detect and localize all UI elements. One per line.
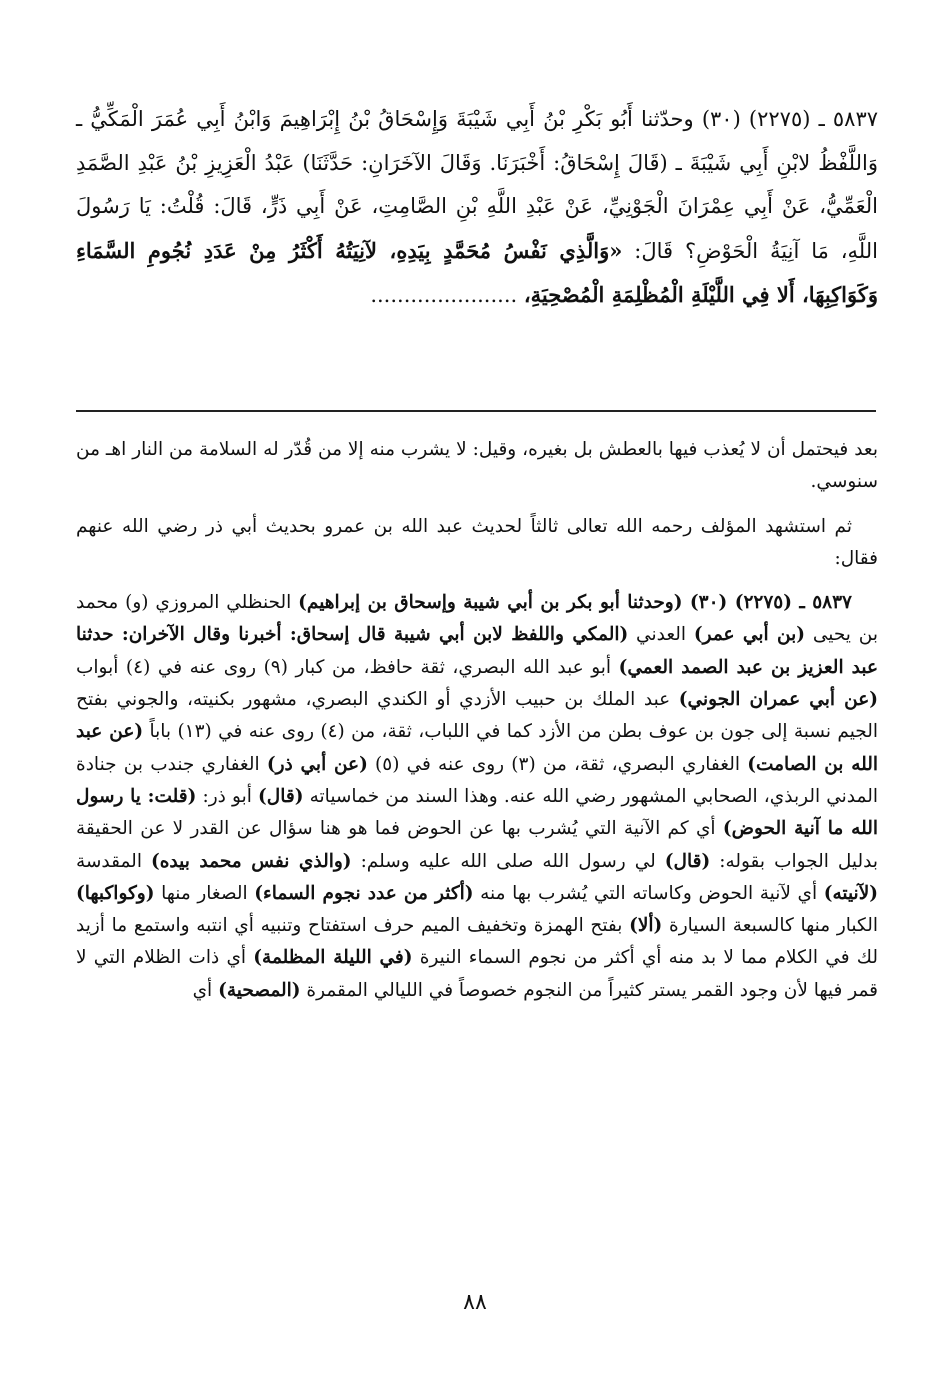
commentary-quote: (المكي واللفظ لابن أبي شيبة قال إسحاق: أخبرنا وقال الآخران: حدثنا عبد العزيز بن عبد الصمد العمي) <box>76 624 879 678</box>
commentary-quote: (عن عبد الله بن الصامت) <box>76 721 879 775</box>
commentary-text: أي لآنية الحوض وكاساته التي يُشرب بها منه <box>473 882 824 904</box>
commentary-text: الحنظلي المروزي (و) محمد بن يحيى <box>76 592 878 646</box>
commentary-paragraph-2: ثم استشهد المؤلف رحمه الله تعالى ثالثاً لحديث عبد الله بن عمرو بحديث أبي ذر رضي الله عنهم فقال: <box>76 515 878 569</box>
hadith-dots: ...................... <box>370 283 518 307</box>
commentary-quote: (لآنيته) <box>823 882 879 904</box>
commentary-quote: (قال) <box>258 785 304 807</box>
commentary-quote: (قال) <box>664 850 711 872</box>
commentary-quote: (المصحية) <box>218 979 301 1001</box>
commentary-text: العدني <box>628 624 694 646</box>
commentary-quote: (وكواكبها) <box>76 882 155 904</box>
commentary-text: لي رسول الله صلى الله عليه وسلم: <box>351 850 665 872</box>
page-number: ٨٨ <box>463 1290 487 1315</box>
footnote-divider <box>76 410 876 412</box>
hadith-text <box>76 98 878 318</box>
commentary-quote: (عن أبي عمران الجوني) <box>678 689 879 711</box>
commentary-quote: (في الليلة المظلمة) <box>253 947 413 969</box>
commentary-text: أبو ذر: <box>196 785 259 807</box>
commentary-quote: (ألا) <box>629 915 663 937</box>
isnad-heading: ٥٨٣٧ ـ (٢٢٧٥) (٣٠) (وحدثنا أبو بكر بن أبي شيبة وإسحاق بن إبراهيم) <box>298 592 852 614</box>
commentary-text: بفتح الهمزة وتخفيف الميم حرف استفتاح وتنبيه أي انتبه واستمع ما أزيد لك في الكلام مما لا بد منه أي أكثر من نجوم السماء النيرة <box>76 915 879 969</box>
commentary-text: أي كم الآنية التي يُشرب بها عن الحوض فما هو هنا سؤال عن القدر لا عن الحقيقة بدليل الجواب بقوله: <box>76 818 878 872</box>
hadith-quote: «وَالَّذِي نَفْسُ مُحَمَّدٍ بِيَدِهِ، لآنِيَتُهُ أَكْثَرُ مِنْ عَدَدِ نُجُومِ السَّمَاءِ وَكَوَاكِبِهَا، أَلا فِي اللَّيْلَةِ الْمُظْلِمَةِ الْمُصْحِيَةِ، <box>76 237 878 307</box>
hadith-intro: ٥٨٣٧ ـ (٢٢٧٥) (٣٠) وحدّثنا أَبُو بَكْرِ بْنُ أَبِي شَيْبَةَ وَإِسْحَاقُ بْنُ إِبْرَاهِيمَ وَابْنُ أَبِي عُمَرَ الْمَكِّيُّ ـ وَاللَّفْظُ لابْنِ أَبِي شَيْبَةَ ـ (قَالَ إِسْحَاقُ: أَخْبَرَنَا. وَقَالَ الآخَرَانِ: حَدَّثَنَا) عَبْدُ الْعَزِيزِ بْنُ عَبْدِ الصَّمَدِ الْعَمِّيُّ، عَنْ أَبِي عِمْرَانَ الْجَوْنِيِّ، عَنْ عَبْدِ اللَّهِ بْنِ الصَّامِتِ، عَنْ أَبِي ذَرٍّ، قَالَ: قُلْتُ: يَا رَسُولَ اللَّهِ، مَا آنِيَةُ الْحَوْضِ؟ قَالَ: <box>76 107 879 263</box>
commentary <box>76 434 878 1019</box>
commentary-quote: (عن أبي ذر) <box>266 753 368 775</box>
commentary-text: أبو عبد الله البصري، ثقة حافظ، من كبار (٩) روى عنه في (٤) أبواب <box>76 656 619 678</box>
commentary-text: المقدسة <box>76 850 151 872</box>
commentary-quote: (أكثر من عدد نجوم السماء) <box>254 882 474 904</box>
commentary-paragraph-3 <box>76 587 878 1007</box>
commentary-paragraph-1: بعد فيحتمل أن لا يُعذب فيها بالعطش بل بغيره، وقيل: لا يشرب منه إلا من قُدّر له السلامة من النار اهـ من سنوسي. <box>76 439 878 493</box>
commentary-quote: (والذي نفس محمد بيده) <box>150 850 352 872</box>
commentary-quote: (قلت: يا رسول الله ما آنية الحوض) <box>76 785 878 840</box>
commentary-quote: (بن أبي عمر) <box>693 624 806 646</box>
commentary-text: الكبار منها كالسبعة السيارة <box>662 915 878 937</box>
commentary-text: أي <box>192 979 219 1001</box>
commentary-text: الغفاري جندب بن جنادة المدني الربذي، الصحابي المشهور رضي الله عنه. وهذا السند من خماسياته <box>76 753 878 807</box>
commentary-text: الغفاري البصري، ثقة، من (٣) روى عنه في (٥) <box>367 753 748 775</box>
commentary-text: أي ذات الظلام التي لا قمر فيها لأن وجود القمر يستر كثيراً من النجوم خصوصاً في الليالي المقمرة <box>76 947 878 1001</box>
commentary-text: عبد الملك بن حبيب الأزدي أو الكندي البصري، مشهور بكنيته، والجوني بفتح الجيم نسبة إلى جون بن عوف بطن من الأزد كما في اللباب، ثقة، من (٤) روى عنه في (١٣) باباً <box>76 689 879 743</box>
commentary-text: الصغار منها <box>154 882 255 904</box>
